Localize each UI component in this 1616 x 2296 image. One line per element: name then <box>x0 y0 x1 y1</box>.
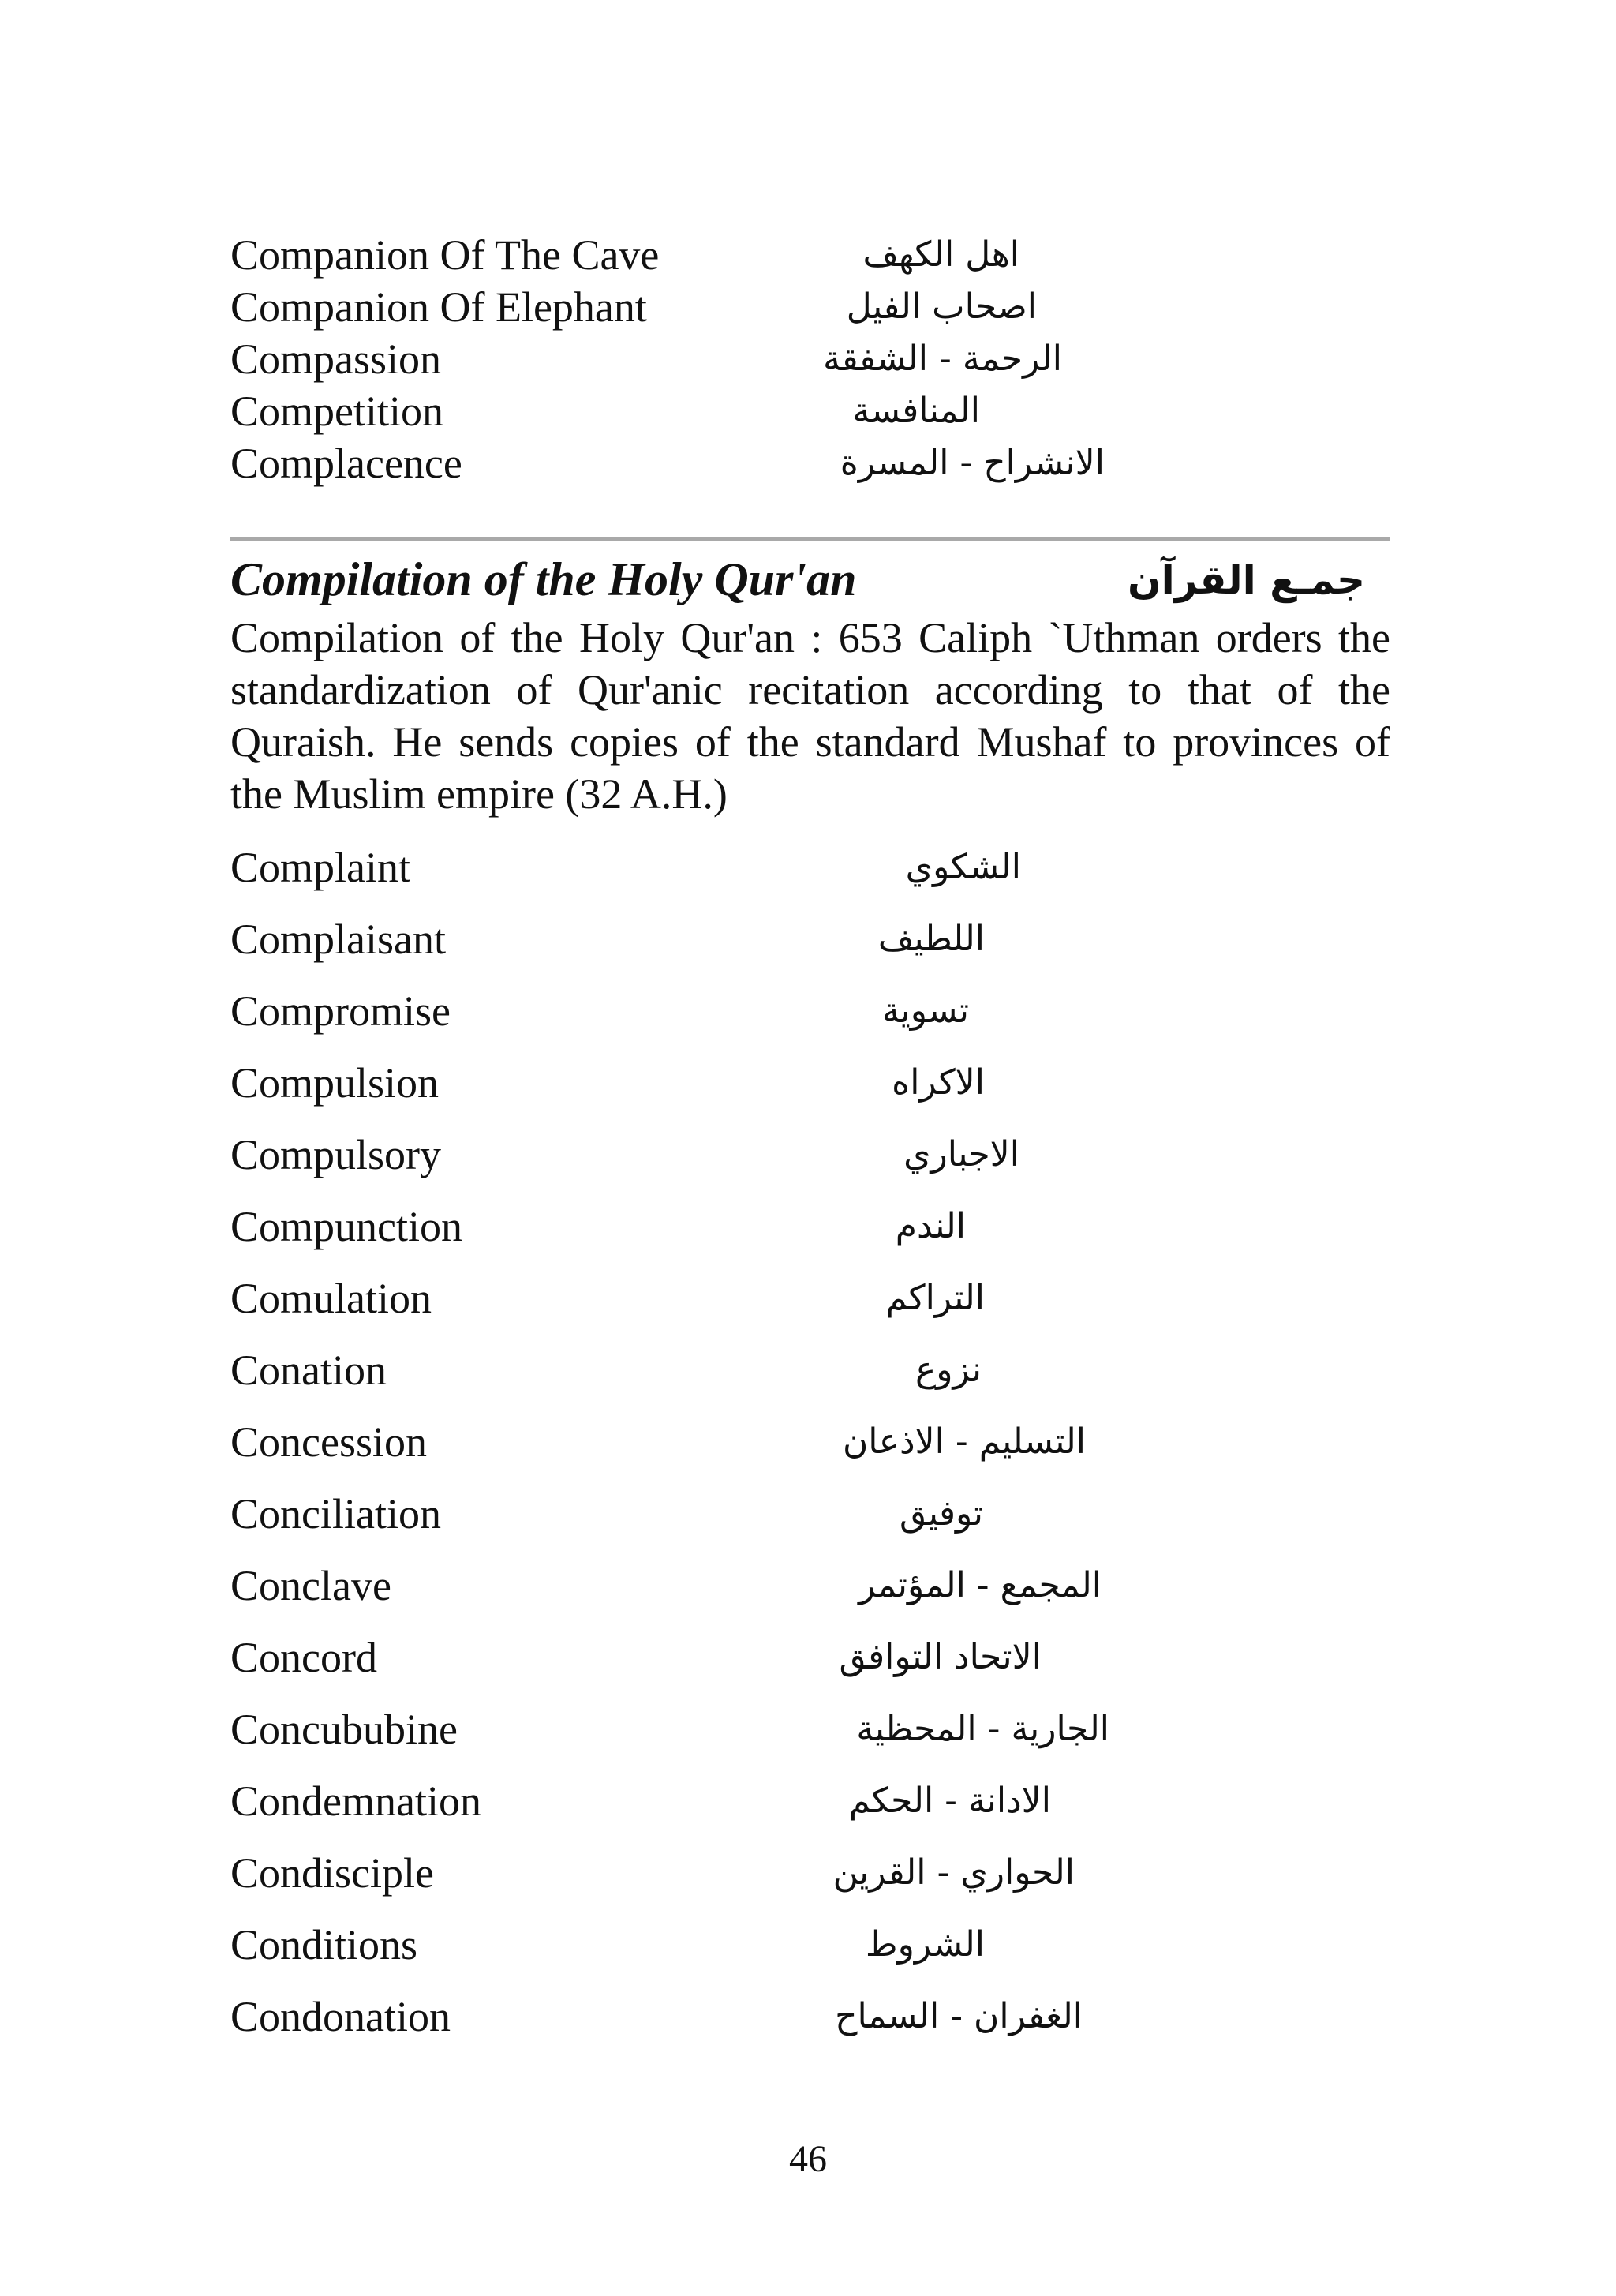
entry-arabic: التراكم <box>885 1278 985 1318</box>
entry-english: Concord <box>230 1634 377 1681</box>
glossary-entry <box>230 385 1398 437</box>
entry-arabic: الجارية - المحظية <box>856 1709 1109 1749</box>
glossary-entry <box>230 1774 1398 1845</box>
entry-english: Companion Of Elephant <box>230 283 647 331</box>
glossary-entry <box>230 912 1398 983</box>
entry-arabic: تسوية <box>881 991 969 1031</box>
entry-arabic: الانشراح - المسرة <box>840 443 1105 483</box>
entry-english: Conditions <box>230 1921 418 1968</box>
entry-english: Compulsion <box>230 1059 440 1107</box>
glossary-entry <box>230 1486 1398 1558</box>
entry-arabic: الغفران - السماح <box>835 1996 1083 2036</box>
glossary-entry <box>230 1127 1398 1199</box>
entry-english: Competition <box>230 388 443 435</box>
entry-arabic: المجمع - المؤتمر <box>858 1565 1102 1605</box>
entry-english: Conciliation <box>230 1490 441 1538</box>
entry-english: Compulsory <box>230 1131 442 1178</box>
entry-english: Compassion <box>230 335 442 383</box>
main-glossary-list <box>230 840 1398 2061</box>
glossary-entry <box>230 840 1398 912</box>
glossary-entry <box>230 281 1398 333</box>
entry-arabic: الرحمة - الشفقة <box>823 339 1062 379</box>
glossary-entry <box>230 1343 1398 1414</box>
entry-arabic: المنافسة <box>852 391 980 431</box>
entry-arabic: الادانة - الحكم <box>848 1781 1051 1821</box>
glossary-entry <box>230 1702 1398 1774</box>
entry-arabic: الاجباري <box>903 1134 1019 1174</box>
entry-english: Conclave <box>230 1562 391 1609</box>
entry-english: Companion Of The Cave <box>230 231 660 279</box>
entry-arabic: الاتحاد التوافق <box>839 1637 1042 1677</box>
entry-arabic: توفيق <box>900 1493 983 1534</box>
glossary-entry <box>230 229 1398 281</box>
entry-arabic: الشكوي <box>905 847 1021 887</box>
entry-english: Condisciple <box>230 1849 434 1897</box>
section-title: Compilation of the Holy Qur'an <box>230 553 857 605</box>
entry-arabic: نزوع <box>915 1350 982 1390</box>
section-paragraph: Compilation of the Holy Qur'an : 653 Caliph `Uthman orders the standardization of Qur'anic recitation according to that of the Quraish. He sends copies of the standard Mushaf to provinces of the Muslim empire (32 A.H.) <box>230 614 1390 818</box>
entry-arabic: الحواري - القرين <box>832 1852 1075 1893</box>
entry-english: Compromise <box>230 987 451 1035</box>
entry-english: Condemnation <box>230 1777 481 1825</box>
entry-english: Complaisant <box>230 916 446 963</box>
entry-arabic: الاكراه <box>892 1062 985 1103</box>
glossary-entry <box>230 1558 1398 1630</box>
glossary-entry <box>230 1630 1398 1702</box>
glossary-entry <box>230 1414 1398 1486</box>
glossary-entry <box>230 1917 1398 1989</box>
entry-english: Condonation <box>230 1993 451 2040</box>
glossary-entry <box>230 333 1398 385</box>
glossary-entry <box>230 983 1398 1055</box>
entry-arabic: اصحاب الفيل <box>846 287 1037 327</box>
entry-english: Compunction <box>230 1203 462 1250</box>
glossary-entry <box>230 1199 1398 1271</box>
glossary-entry <box>230 1845 1398 1917</box>
entry-english: Complaint <box>230 844 410 891</box>
entry-english: Conation <box>230 1347 387 1394</box>
glossary-entry <box>230 437 1398 489</box>
glossary-entry <box>230 1055 1398 1127</box>
entry-english: Concububine <box>230 1706 458 1753</box>
entry-arabic: التسليم - الاذعان <box>842 1421 1086 1462</box>
top-glossary-list <box>230 229 1398 489</box>
page-number: 46 <box>789 2138 827 2180</box>
entry-arabic: الندم <box>895 1206 966 1246</box>
glossary-entry <box>230 1989 1398 2061</box>
entry-arabic: الشروط <box>865 1924 985 1965</box>
entry-english: Complacence <box>230 440 462 487</box>
glossary-entry <box>230 1271 1398 1343</box>
entry-arabic: اهل الكهف <box>862 234 1019 275</box>
entry-english: Concession <box>230 1418 427 1466</box>
section-divider <box>230 537 1390 541</box>
entry-arabic: اللطيف <box>877 919 985 959</box>
entry-english: Comulation <box>230 1275 432 1322</box>
section-title-arabic: جمـع القرآن <box>1127 557 1365 603</box>
